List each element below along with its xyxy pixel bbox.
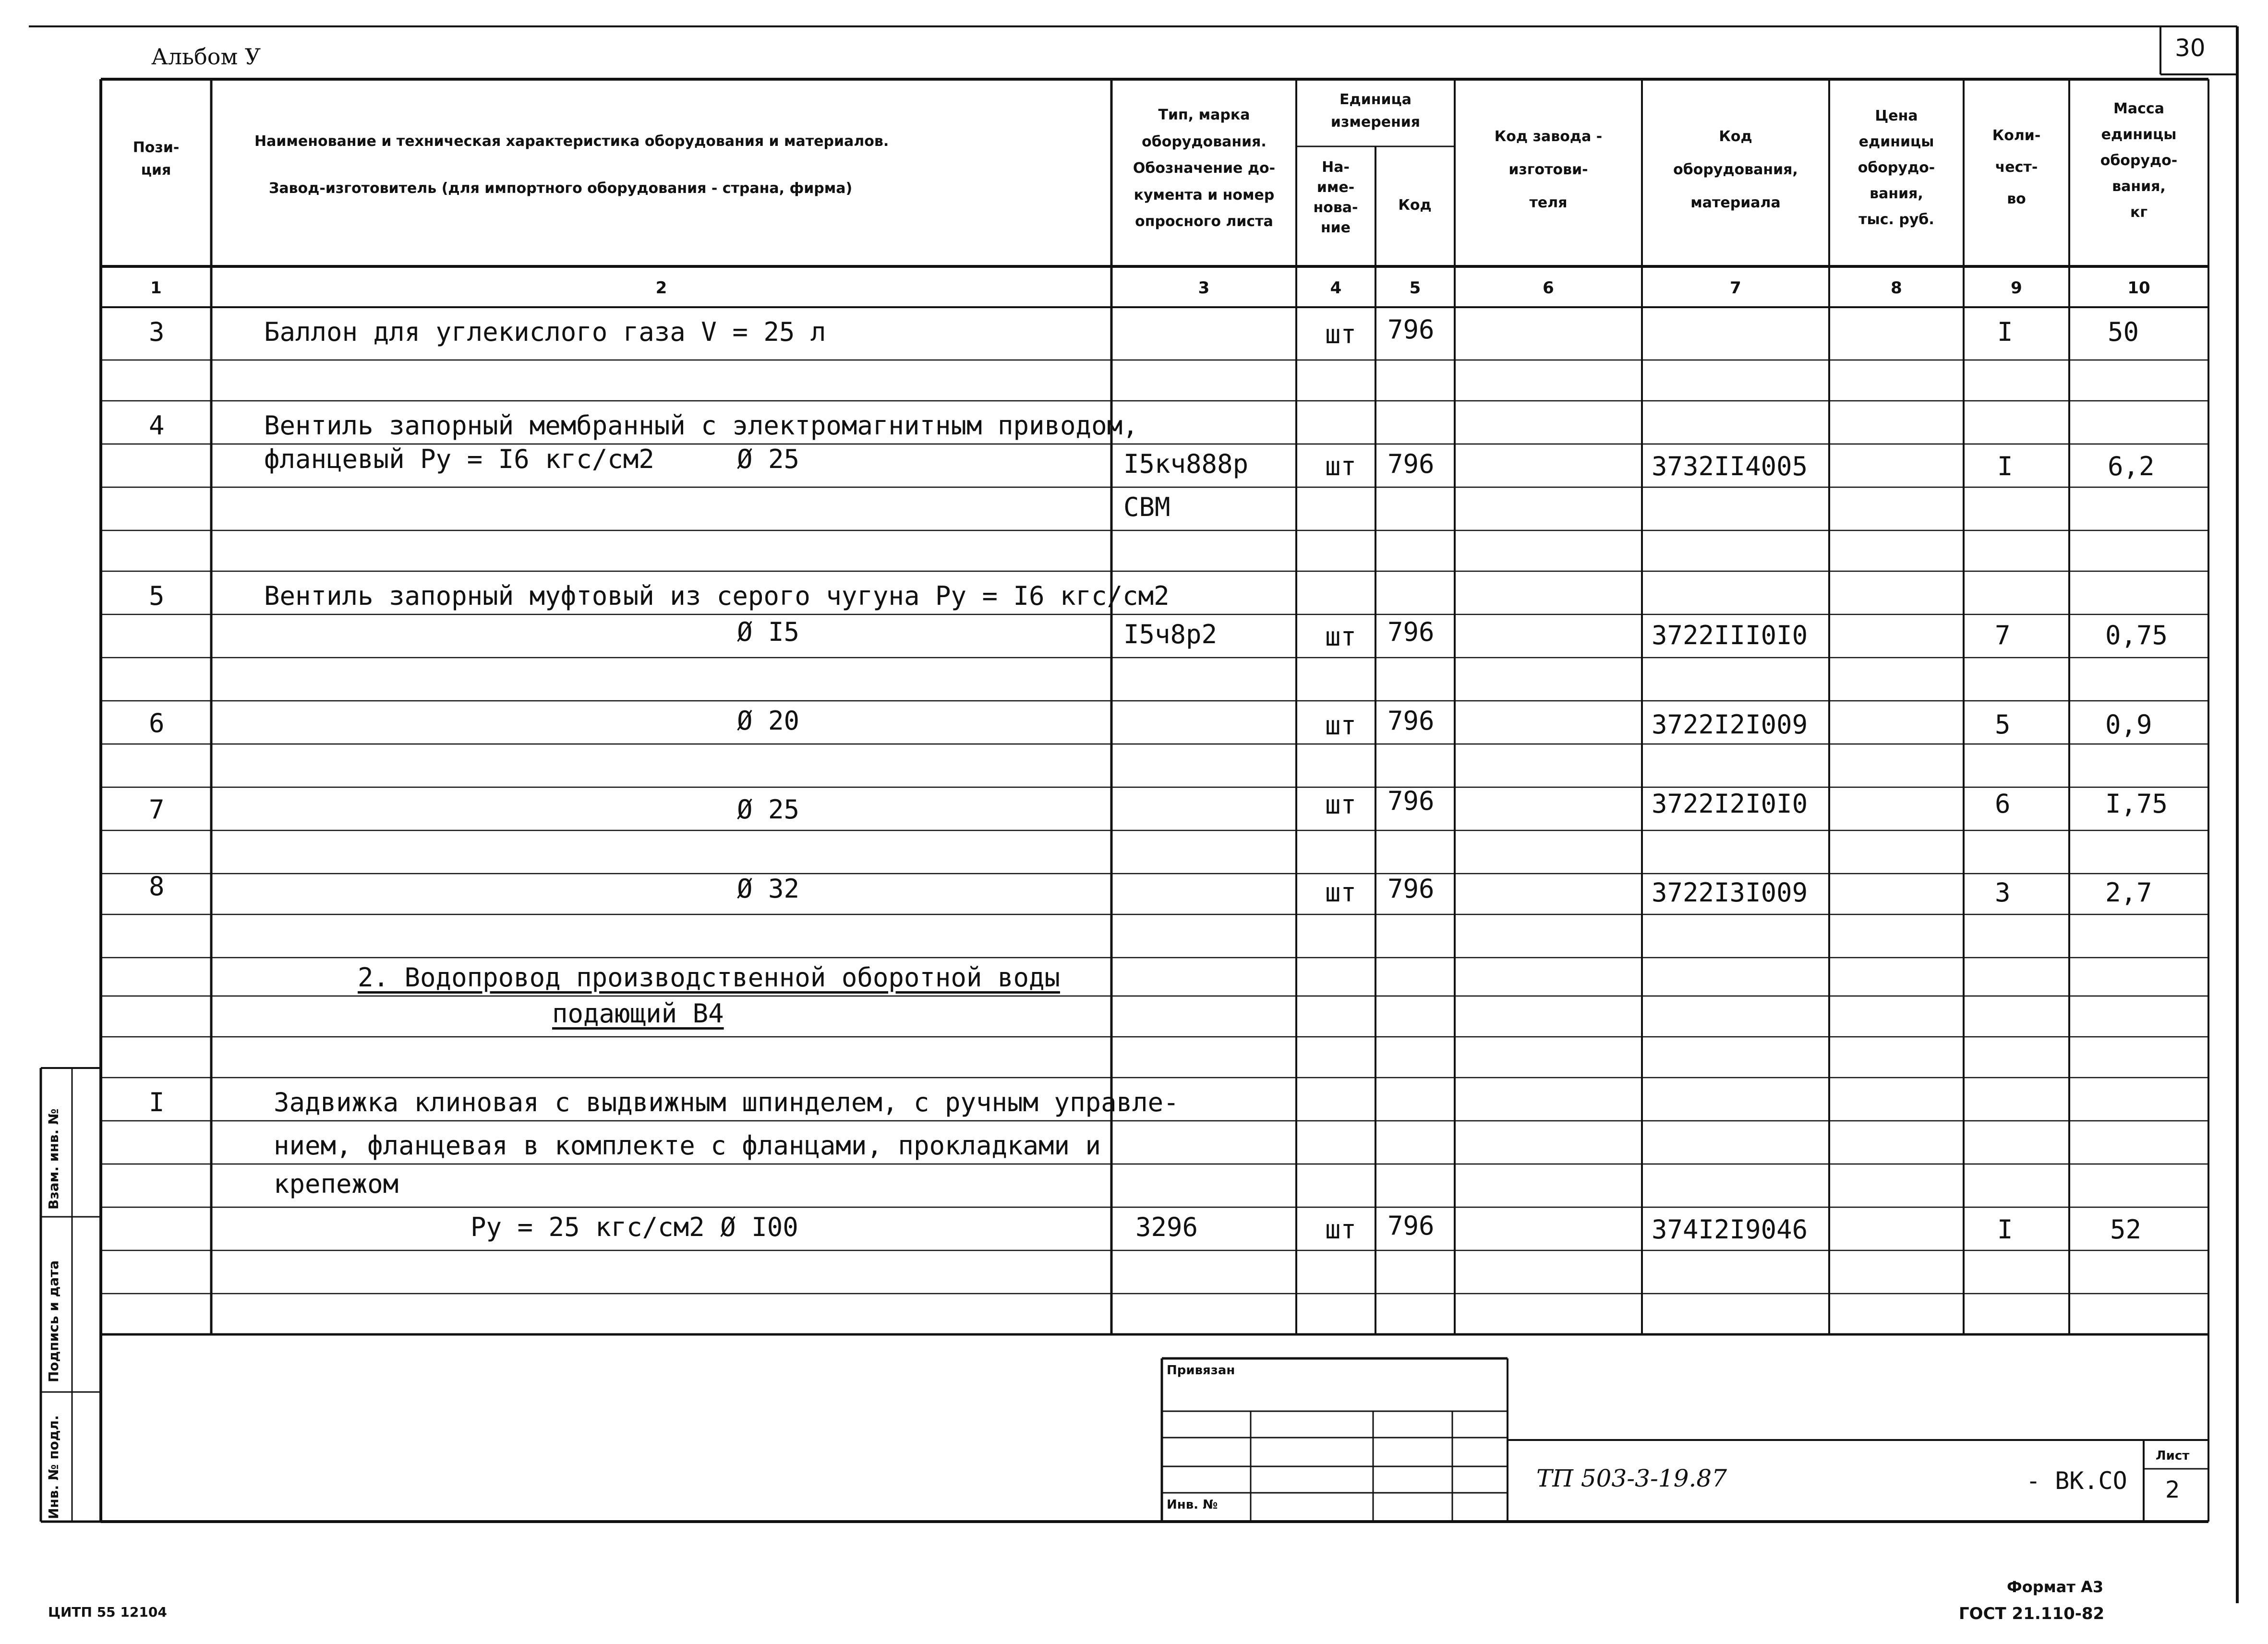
side-vzam-inv: Взам. инв. № (46, 1108, 61, 1210)
header-position: Пози- ция (133, 139, 180, 179)
col-num-8: 8 (1891, 278, 1902, 298)
stamp-privyazan: Привязан (1167, 1363, 1235, 1378)
row4-name-line1: Вентиль запорный мембранный с электромагнитным приводом, (264, 410, 1138, 441)
row8-quantity: 3 (1995, 877, 2011, 908)
section-heading-line1: 2. Водопровод производственной оборотной воды (358, 962, 1060, 993)
row5-equipment-code: 3722III0I0 (1652, 620, 1808, 650)
row7-mass: I,75 (2105, 789, 2168, 819)
row4-name-line2: фланцевый Ру = I6 кгс/см2 (264, 444, 654, 474)
row4-type-line2: СВМ (1123, 492, 1170, 522)
header-price: Цена единицы оборудо- вания, тыс. руб. (1858, 108, 1935, 228)
row8-unit-code: 796 (1387, 874, 1435, 904)
footer-gost: ГОСТ 21.110-82 (1959, 1604, 2105, 1623)
col-num-4: 4 (1330, 278, 1342, 298)
row7-unit: шт (1325, 790, 1357, 820)
row8-unit: шт (1325, 877, 1357, 908)
document-code: - ВК.СО (2026, 1467, 2127, 1495)
row5-quantity: 7 (1995, 620, 2011, 650)
row4-equipment-code: 3732II4005 (1652, 451, 1808, 481)
rowI-unit-code: 796 (1387, 1211, 1435, 1241)
sheet-corner-number: 30 (2175, 34, 2206, 62)
row5-diameter: Ø I5 (737, 617, 800, 647)
row3-quantity: I (1997, 317, 2013, 347)
rowI-position: I (149, 1087, 165, 1117)
row8-position: 8 (149, 871, 165, 901)
rowI-name-line3: крепежом (274, 1169, 399, 1199)
col-num-5: 5 (1409, 278, 1421, 298)
header-equipment-code: Код оборудования, материала (1673, 128, 1798, 211)
row7-unit-code: 796 (1387, 786, 1435, 816)
header-name-line2: Завод-изготовитель (для импортного оборудования - страна, фирма) (269, 180, 853, 197)
col-num-10: 10 (2127, 278, 2150, 298)
row4-diameter: Ø 25 (737, 444, 800, 474)
side-inv-podl: Инв. № подл. (46, 1415, 61, 1519)
header-name-line1: Наименование и техническая характеристика оборудования и материалов. (254, 133, 889, 150)
header-quantity: Коли- чест- во (1992, 127, 2041, 207)
row7-diameter: Ø 25 (737, 794, 800, 825)
row5-position: 5 (149, 581, 165, 611)
header-unit-code: Код (1398, 197, 1432, 214)
row6-quantity: 5 (1995, 709, 2011, 740)
rowI-equipment-code: 374I2I9046 (1652, 1214, 1808, 1245)
col-num-9: 9 (2011, 278, 2022, 298)
side-podpis-data: Подпись и дата (46, 1260, 61, 1382)
row6-position: 6 (149, 708, 165, 738)
header-type: Тип, марка оборудования. Обозначение до- кумента и номер опросного листа (1133, 107, 1276, 230)
row6-equipment-code: 3722I2I009 (1652, 709, 1808, 740)
rowI-mass: 52 (2110, 1214, 2142, 1245)
row3-name: Баллон для углекислого газа V = 25 л (264, 317, 826, 347)
row5-unit-code: 796 (1387, 617, 1435, 647)
col-num-1: 1 (150, 278, 162, 298)
row4-unit-code: 796 (1387, 449, 1435, 479)
row7-equipment-code: 3722I2I0I0 (1652, 789, 1808, 819)
header-mass: Масса единицы оборудо- вания, кг (2100, 100, 2178, 221)
stamp-inv-label: Инв. № (1167, 1498, 1218, 1512)
sheet-number: 2 (2165, 1476, 2180, 1503)
row8-equipment-code: 3722I3I009 (1652, 877, 1808, 908)
col-num-7: 7 (1730, 278, 1741, 298)
row8-mass: 2,7 (2105, 877, 2152, 908)
row4-mass: 6,2 (2108, 451, 2155, 481)
rowI-name-line1: Задвижка клиновая с выдвижным шпинделем, с ручным управле- (274, 1087, 1179, 1117)
row3-unit: шт (1325, 319, 1357, 349)
row3-unit-code: 796 (1387, 314, 1435, 345)
document-number: ТП 503-3-19.87 (1536, 1464, 1727, 1492)
header-manufacturer-code: Код завода - изготови- теля (1494, 128, 1603, 211)
row4-position: 4 (149, 410, 165, 441)
row6-unit: шт (1325, 710, 1357, 741)
header-unit: Единица измерения (1330, 91, 1421, 131)
row5-mass: 0,75 (2105, 620, 2168, 650)
rowI-unit: шт (1325, 1214, 1357, 1245)
row4-type-line1: I5кч888р (1123, 449, 1249, 479)
row7-quantity: 6 (1995, 789, 2011, 819)
col-num-6: 6 (1543, 278, 1554, 298)
rowI-spec: Ру = 25 кгс/см2 Ø I00 (470, 1212, 798, 1242)
row5-name-line1: Вентиль запорный муфтовый из серого чугуна Ру = I6 кгс/см2 (264, 581, 1170, 611)
footer-left-code: ЦИТП 55 12104 (48, 1604, 167, 1620)
col-num-3: 3 (1198, 278, 1210, 298)
row4-quantity: I (1997, 451, 2013, 481)
rowI-type: 3296 (1135, 1212, 1198, 1242)
row5-type: I5ч8р2 (1123, 619, 1218, 649)
album-label: Альбом У (151, 44, 261, 70)
row3-mass: 50 (2108, 317, 2139, 347)
rowI-name-line2: нием, фланцевая в комплекте с фланцами, прокладками и (274, 1130, 1101, 1161)
row6-unit-code: 796 (1387, 706, 1435, 736)
row7-position: 7 (149, 794, 165, 825)
rowI-quantity: I (1997, 1214, 2013, 1245)
col-num-2: 2 (655, 278, 667, 298)
header-unit-name: На- име- нова- ние (1313, 159, 1358, 236)
row5-unit: шт (1325, 622, 1357, 652)
row3-position: 3 (149, 317, 165, 347)
footer-format: Формат А3 (2007, 1578, 2104, 1596)
row6-mass: 0,9 (2105, 709, 2152, 740)
section-heading-line2: подающий В4 (552, 998, 724, 1029)
row4-unit: шт (1325, 451, 1357, 481)
row8-diameter: Ø 32 (737, 874, 800, 904)
row6-diameter: Ø 20 (737, 706, 800, 736)
sheet-label: Лист (2156, 1449, 2190, 1463)
